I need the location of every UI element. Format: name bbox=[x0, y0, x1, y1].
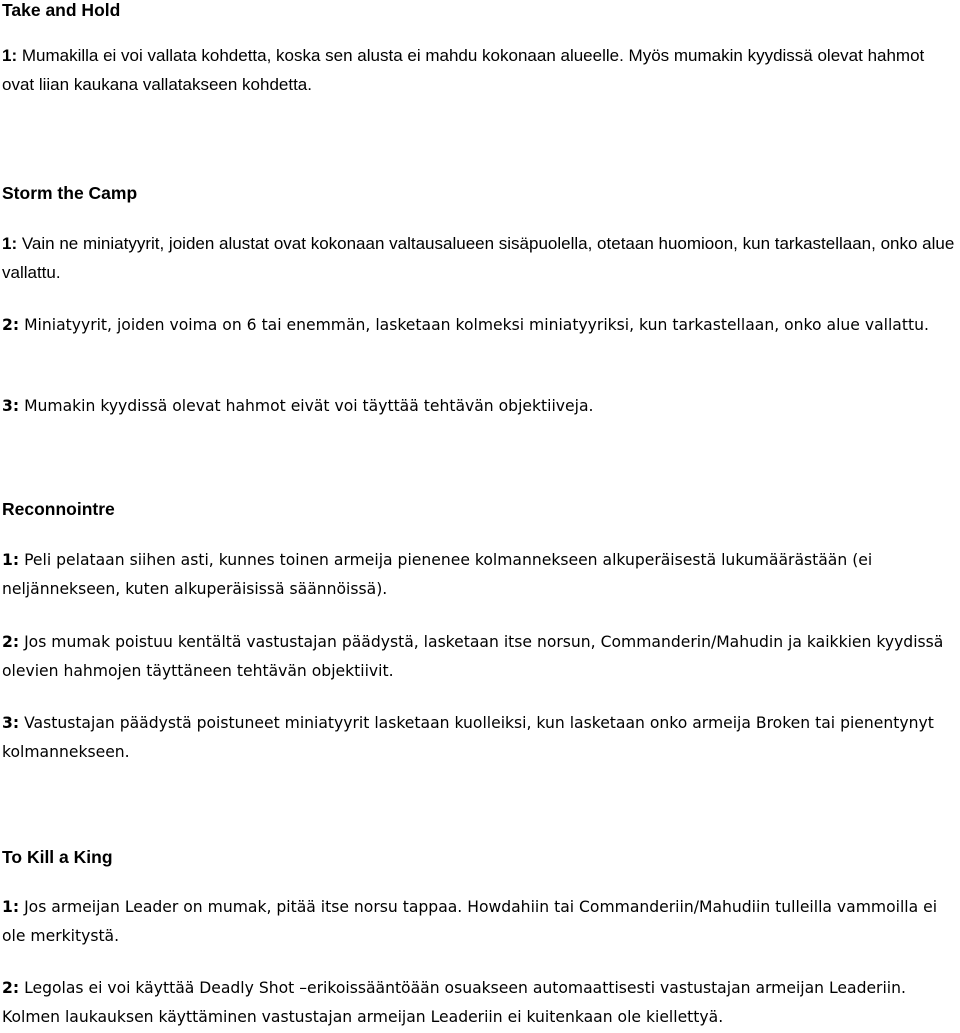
rule-number: 1: bbox=[2, 551, 20, 569]
rule-number: 2: bbox=[2, 633, 20, 651]
rule-paragraph bbox=[2, 893, 958, 951]
rule-item bbox=[2, 229, 958, 287]
rule-text: Mumakilla ei voi vallata kohdetta, koska sen alusta ei mahdu kokonaan alueelle. Myös mumakin kyydissä olevat hahmot ovat liian kaukana vallatakseen kohdetta. bbox=[2, 46, 925, 94]
section-heading: Reconnointre bbox=[2, 499, 115, 519]
rule-number: 1: bbox=[2, 898, 20, 916]
section-storm-the-camp bbox=[2, 183, 958, 203]
section-reconnointre bbox=[2, 499, 958, 519]
rule-text: Mumakin kyydissä olevat hahmot eivät voi täyttää tehtävän objektiiveja. bbox=[24, 397, 594, 415]
section-heading: To Kill a King bbox=[2, 847, 113, 867]
rule-item bbox=[2, 311, 958, 340]
rule-item bbox=[2, 392, 958, 421]
section-heading: Storm the Camp bbox=[2, 183, 138, 203]
rule-paragraph bbox=[2, 628, 958, 686]
rule-paragraph bbox=[2, 311, 958, 340]
section-take-and-hold bbox=[2, 0, 958, 20]
rule-text: Jos armeijan Leader on mumak, pitää itse norsu tappaa. Howdahiin tai Commanderiin/Mahudiin tulleilla vammoilla ei ole merkitystä. bbox=[2, 898, 938, 945]
rule-text: Vastustajan päädystä poistuneet miniatyyrit lasketaan kuolleiksi, kun lasketaan onko armeija Broken tai pienentynyt kolmannekseen. bbox=[2, 714, 934, 761]
rule-number: 1: bbox=[2, 46, 18, 65]
rule-text: Legolas ei voi käyttää Deadly Shot –erikoissääntöään osuakseen automaattisesti vastustajan armeijan Leaderiin. Kolmen laukauksen käyttäminen vastustajan armeijan Leaderiin ei kuitenkaan ole kiellettyä. bbox=[2, 979, 906, 1026]
rule-text: Peli pelataan siihen asti, kunnes toinen armeija pienenee kolmannekseen alkuperäisestä lukumäärästään (ei neljännekseen, kuten alkuperäisissä säännöissä). bbox=[2, 551, 873, 598]
rule-item bbox=[2, 546, 958, 604]
section-to-kill-a-king bbox=[2, 847, 958, 867]
rule-number: 1: bbox=[2, 234, 18, 253]
rule-number: 2: bbox=[2, 979, 20, 997]
rule-paragraph bbox=[2, 546, 958, 604]
rule-paragraph bbox=[2, 229, 958, 287]
rule-paragraph bbox=[2, 974, 958, 1032]
rule-text: Miniatyyrit, joiden voima on 6 tai enemmän, lasketaan kolmeksi miniatyyriksi, kun tarkastellaan, onko alue vallattu. bbox=[24, 316, 929, 334]
rule-item bbox=[2, 974, 958, 1032]
rule-item bbox=[2, 41, 958, 99]
rule-paragraph bbox=[2, 709, 958, 767]
rule-text: Jos mumak poistuu kentältä vastustajan päädystä, lasketaan itse norsun, Commanderin/Mahudin ja kaikkien kyydissä olevien hahmojen täyttäneen tehtävän objektiivit. bbox=[2, 633, 944, 680]
rule-number: 2: bbox=[2, 316, 20, 334]
rule-item bbox=[2, 709, 958, 767]
rule-paragraph bbox=[2, 41, 958, 99]
rule-text: Vain ne miniatyyrit, joiden alustat ovat kokonaan valtausalueen sisäpuolella, otetaan huomioon, kun tarkastellaan, onko alue vallattu. bbox=[2, 234, 955, 282]
rule-item bbox=[2, 628, 958, 686]
rule-number: 3: bbox=[2, 397, 20, 415]
rule-number: 3: bbox=[2, 714, 20, 732]
rule-paragraph bbox=[2, 392, 958, 421]
rule-item bbox=[2, 893, 958, 951]
section-heading: Take and Hold bbox=[2, 0, 121, 20]
